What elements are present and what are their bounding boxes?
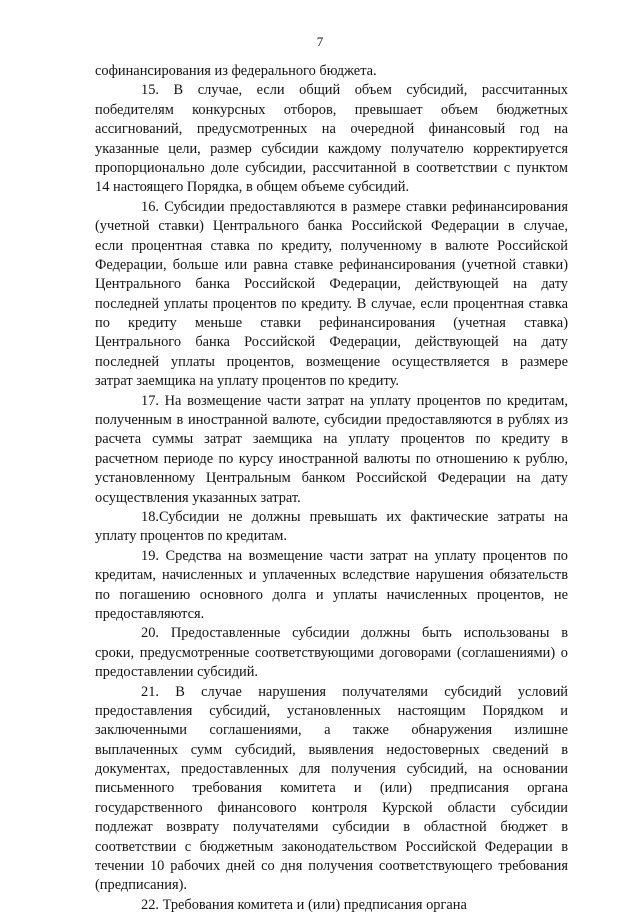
text-line: если процентная ставка по кредиту, полученному в валюте Российской — [95, 237, 568, 254]
text-line: софинансирования из федерального бюджета. — [95, 63, 377, 79]
text-line: последней уплаты процентов по кредиту. В случае, если процентная ставка — [95, 295, 568, 312]
text-line: предоставляются. — [95, 605, 205, 622]
text-line: 15. В случае, если общий объем субсидий, рассчитанных — [141, 82, 568, 99]
text-line: последней уплаты процентов, возмещение осуществляется в размере — [95, 353, 568, 370]
text-line: 18.Субсидии не должны превышать их фактические затраты на — [141, 508, 568, 525]
paragraph-p20 — [95, 624, 568, 682]
paragraph-p17 — [95, 392, 568, 508]
text-line: выплаченных сумм субсидий, выявления недостоверных сведений в — [95, 741, 568, 758]
text-line: течении 10 рабочих дней со дня получения соответствующего требования — [95, 858, 568, 875]
text-line: затрат заемщика на уплату процентов по кредиту. — [95, 373, 399, 390]
text-line: победителям конкурсных отборов, превышает объем бюджетных — [95, 101, 568, 118]
paragraph-p-cont — [95, 62, 568, 81]
text-line: расчета суммы затрат заемщика на уплату процентов по кредиту в — [95, 431, 568, 448]
text-line: по погашению основного долга и уплаты начисленных процентов, не — [95, 586, 568, 603]
text-line: письменного требования комитета и (или) предписания органа — [95, 780, 568, 797]
text-line: Центрального банка Российской Федерации, действующей на дату — [95, 334, 568, 351]
text-line: документах, предоставленных для получения субсидий, на основании — [95, 761, 568, 778]
paragraph-p21 — [95, 683, 568, 896]
text-line: по кредиту меньше ставки рефинансирования (учетная ставка) — [95, 315, 568, 332]
text-line: указанные цели, размер субсидии каждому получателю корректируется — [95, 140, 568, 157]
text-line: пропорционально доле субсидии, рассчитанной в соответствии с пунктом — [95, 159, 568, 176]
text-line: (предписания). — [95, 877, 187, 894]
text-line: уплату процентов по кредитам. — [95, 528, 288, 545]
text-line: 22. Требования комитета и (или) предписания органа — [141, 896, 467, 913]
text-line: 20. Предоставленные субсидии должны быть использованы в — [141, 625, 568, 642]
text-line: 19. Средства на возмещение части затрат на уплату процентов по — [141, 547, 568, 564]
text-line: (учетной ставки) Центрального банка Российской Федерации в случае, — [95, 218, 568, 235]
text-line: сроки, предусмотренные соответствующими договорами (соглашениями) о — [95, 644, 568, 661]
text-line: заключенными соглашениями, а также обнаружения излишне — [95, 722, 568, 739]
text-line: расчетном периоде по курсу иностранной валюты по отношению к рублю, — [95, 450, 568, 467]
text-line: подлежат возврату получателями субсидии в областной бюджет в — [95, 819, 568, 836]
text-line: Центрального банка Российской Федерации, действующей на дату — [95, 276, 568, 293]
page-number: 7 — [316, 34, 324, 49]
text-line: 17. На возмещение части затрат на уплату процентов по кредитам, — [141, 392, 568, 409]
text-line: Федерации, больше или равна ставке рефинансирования (учетной ставки) — [95, 256, 568, 273]
text-line: предоставлении субсидий. — [95, 664, 259, 681]
text-line: государственного финансового контроля Курской области субсидии — [95, 799, 568, 816]
text-line: кредитам, начисленных и уплаченных вследствие нарушения обязательств — [95, 567, 568, 584]
paragraph-p19 — [95, 547, 568, 625]
text-line: соответствии с бюджетным законодательством Российской Федерации в — [95, 838, 568, 855]
paragraph-p22 — [95, 896, 568, 915]
text-line: осуществления указанных затрат. — [95, 489, 301, 506]
text-line: полученным в иностранной валюте, субсидии предоставляются в рублях из — [95, 412, 568, 429]
document-body — [95, 62, 568, 915]
text-line: установленному Центральным банком Российской Федерации на дату — [95, 470, 568, 487]
text-line: 14 настоящего Порядка, в общем объеме субсидий. — [95, 179, 410, 196]
text-line: ассигнований, предусмотренных на очередной финансовый год на — [95, 121, 568, 138]
paragraph-p16 — [95, 198, 568, 392]
text-line: 21. В случае нарушения получателями субсидий условий — [141, 683, 568, 700]
paragraph-p15 — [95, 81, 568, 197]
text-line: предоставления субсидий, установленных настоящим Порядком и — [95, 702, 568, 719]
text-line: 16. Субсидии предоставляются в размере ставки рефинансирования — [141, 198, 568, 215]
paragraph-p18 — [95, 508, 568, 547]
